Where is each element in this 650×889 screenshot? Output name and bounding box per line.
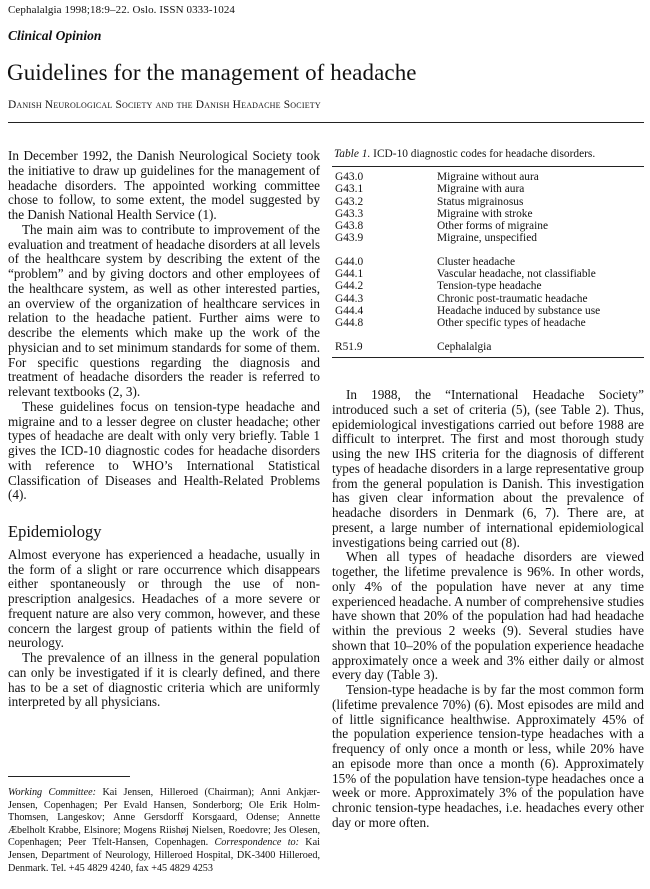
epidemiology-paragraph-2: The prevalence of an illness in the general population can only be investigated if it is clearly defined, and there has to be a set of diagnostic criteria which are uniformly interpreted by all physicians. bbox=[8, 650, 320, 710]
table-cell-code: G44.2 bbox=[335, 280, 364, 293]
table-caption bbox=[334, 148, 644, 160]
table-cell-code: G43.1 bbox=[335, 183, 364, 196]
right-column bbox=[332, 388, 644, 831]
journal-header: Cephalalgia 1998;18:9–22. Oslo. ISSN 0333-1024 bbox=[8, 4, 236, 16]
table-row bbox=[332, 220, 644, 232]
table-caption-text: ICD-10 diagnostic codes for headache disorders. bbox=[373, 148, 596, 160]
table-cell-description: Other specific types of headache bbox=[437, 317, 586, 330]
table-row bbox=[332, 317, 644, 329]
table-caption-label: Table 1. bbox=[334, 148, 371, 160]
table-row bbox=[332, 183, 644, 195]
table-cell-description: Migraine without aura bbox=[437, 171, 539, 183]
table-cell-code: G44.1 bbox=[335, 268, 364, 281]
table-cell-code: G43.3 bbox=[335, 207, 364, 220]
table-row bbox=[332, 256, 644, 268]
table-cell-description: Migraine with aura bbox=[437, 183, 525, 196]
correspondence-label: Correspondence to: bbox=[214, 837, 300, 849]
table-cell-description: Chronic post-traumatic headache bbox=[437, 292, 588, 305]
table-cell-code: G43.2 bbox=[335, 195, 364, 208]
author-line: Danish Neurological Society and the Danish Headache Society bbox=[8, 99, 321, 111]
table-row bbox=[332, 268, 644, 280]
table-cell-code: G43.0 bbox=[335, 171, 364, 183]
table-row bbox=[332, 232, 644, 244]
correspondence-text: Kai Jensen, Department of Neurology, Hilleroed Hospital, DK-3400 Hilleroed, Denmark. Tel. +45 4829 4240, fax +45 4829 4253 bbox=[8, 837, 321, 874]
intro-paragraph-2: The main aim was to contribute to improvement of the evaluation and treatment of headache disorders at all levels of the healthcare system by describing the extent of the “problem” and by giving doctors and other employees of the healthcare system, as well as other interested parties, an overview of the organization of healthcare services in relation to the headache patient. Further aims were to describe the elements which make up the work of the physician and to set minimum standards for some of them. For specific questions regarding the diagnosis and treatment of headache disorders the reader is referred to relevant textbooks (2, 3). bbox=[8, 221, 320, 399]
left-column bbox=[8, 149, 320, 710]
table-cell-description: Migraine with stroke bbox=[437, 207, 533, 220]
table-cell-description: Tension-type headache bbox=[437, 280, 542, 293]
intro-paragraph-3: These guidelines focus on tension-type headache and migraine and to a lesser degree on cluster headache; other types of headache are dealt with only very briefly. Table 1 gives the ICD-10 diagnostic codes for headache disorders with reference to WHO’s International Statistical Classification of Diseases and Health-Related Problems (4). bbox=[8, 398, 320, 503]
table-row bbox=[332, 341, 644, 353]
right-paragraph-1: In 1988, the “International Headache Society” introduced such a set of criteria (5), (see Table 2). Thus, epidemiological investigations carried out before 1988 are difficult to interpret. The first and most thorough study using the new IHS criteria for the diagnosis of different types of headache disorders in a large representative group from the general population is Danish. This investigation has given clear information about the prevalence of headache disorders in Denmark (6, 7). There are, at present, a large number of international epidemiological investigations being carried out (8). bbox=[332, 387, 644, 550]
table-cell-description: Other forms of migraine bbox=[437, 220, 549, 233]
table-cell-description: Vascular headache, not classifiable bbox=[437, 268, 596, 281]
table-cell-code: G44.8 bbox=[335, 317, 364, 330]
epidemiology-heading: Epidemiology bbox=[8, 522, 102, 541]
table-top-rule bbox=[332, 166, 644, 167]
table-1 bbox=[332, 148, 644, 358]
table-cell-code: R51.9 bbox=[335, 340, 363, 353]
right-paragraph-3: Tension-type headache is by far the most common form (lifetime prevalence 70%) (6). Most episodes are mild and of little significance healthwise. Approximately 45% of the population experience tension-type headaches with a frequency of only once a month or less, while 20% have an episode more than once a month (6). Approximately 15% of the population have tension-type headaches once a week or more. Approximately 3% of the population have chronic tension-type headaches, i.e. headaches every other day or more often. bbox=[332, 682, 644, 830]
table-row bbox=[332, 280, 644, 292]
table-group-gap bbox=[332, 245, 644, 256]
epidemiology-paragraph-1: Almost everyone has experienced a headache, usually in the form of a slight or rare occurrence which disappears either spontaneously or through the use of non-prescription analgesics. Headaches of a more severe or frequent nature are also very common, however, and these concern the largest group of patients within the field of neurology. bbox=[8, 546, 320, 651]
intro-paragraph-1: In December 1992, the Danish Neurological Society took the initiative to draw up guidelines for the management of headache disorders. The appointed working committee chose to follow, to some extent, the model suggested by the Danish National Health Service (1). bbox=[8, 148, 320, 222]
section-label: Clinical Opinion bbox=[8, 28, 102, 43]
footnote bbox=[8, 787, 320, 875]
table-row bbox=[332, 305, 644, 317]
table-row bbox=[332, 293, 644, 305]
table-cell-description: Migraine, unspecified bbox=[437, 232, 537, 245]
table-row bbox=[332, 196, 644, 208]
table-cell-code: G44.4 bbox=[335, 304, 364, 317]
table-cell-code: G44.0 bbox=[335, 255, 364, 268]
table-group-gap bbox=[332, 330, 644, 341]
table-cell-description: Status migrainosus bbox=[437, 195, 524, 208]
table-cell-code: G44.3 bbox=[335, 292, 364, 305]
footnote-divider bbox=[8, 776, 130, 777]
table-bottom-rule bbox=[332, 357, 644, 358]
table-cell-code: G43.9 bbox=[335, 232, 364, 245]
table-cell-description: Cephalalgia bbox=[437, 340, 492, 353]
title-divider bbox=[8, 122, 644, 123]
table-row bbox=[332, 171, 644, 183]
table-body bbox=[332, 171, 644, 353]
footnote-text: Kai Jensen, Hilleroed (Chairman); Anni Ankjær-Jensen, Copenhagen; Per Evald Hansen, Sonderborg; Ole Erik Holm-Thomsen, Langeskov; Anne Gersdorff Korsgaard, Odense; Annette Æbelholt Krabbe, Elsinore; Mogens Riishøj Nielsen, Roedovre; Jes Olesen, Copenhagen; Peer Tfelt-Hansen, Copenhagen. bbox=[8, 787, 320, 849]
table-cell-code: G43.8 bbox=[335, 220, 364, 233]
table-row bbox=[332, 208, 644, 220]
right-paragraph-2: When all types of headache disorders are viewed together, the lifetime prevalence is 96%. In other words, only 4% of the population have never at any time experienced headache. A number of comprehensive studies have shown that 20% of the population had had headache within the previous 2 weeks (9). Several studies have shown that 10–20% of the population experience headache approximately once a week and 3% either daily or almost every day (Table 3). bbox=[332, 549, 644, 683]
article-title: Guidelines for the management of headache bbox=[7, 60, 417, 85]
table-cell-description: Headache induced by substance use bbox=[437, 304, 601, 317]
footnote-label: Working Committee: bbox=[8, 787, 97, 798]
table-cell-description: Cluster headache bbox=[437, 255, 516, 268]
